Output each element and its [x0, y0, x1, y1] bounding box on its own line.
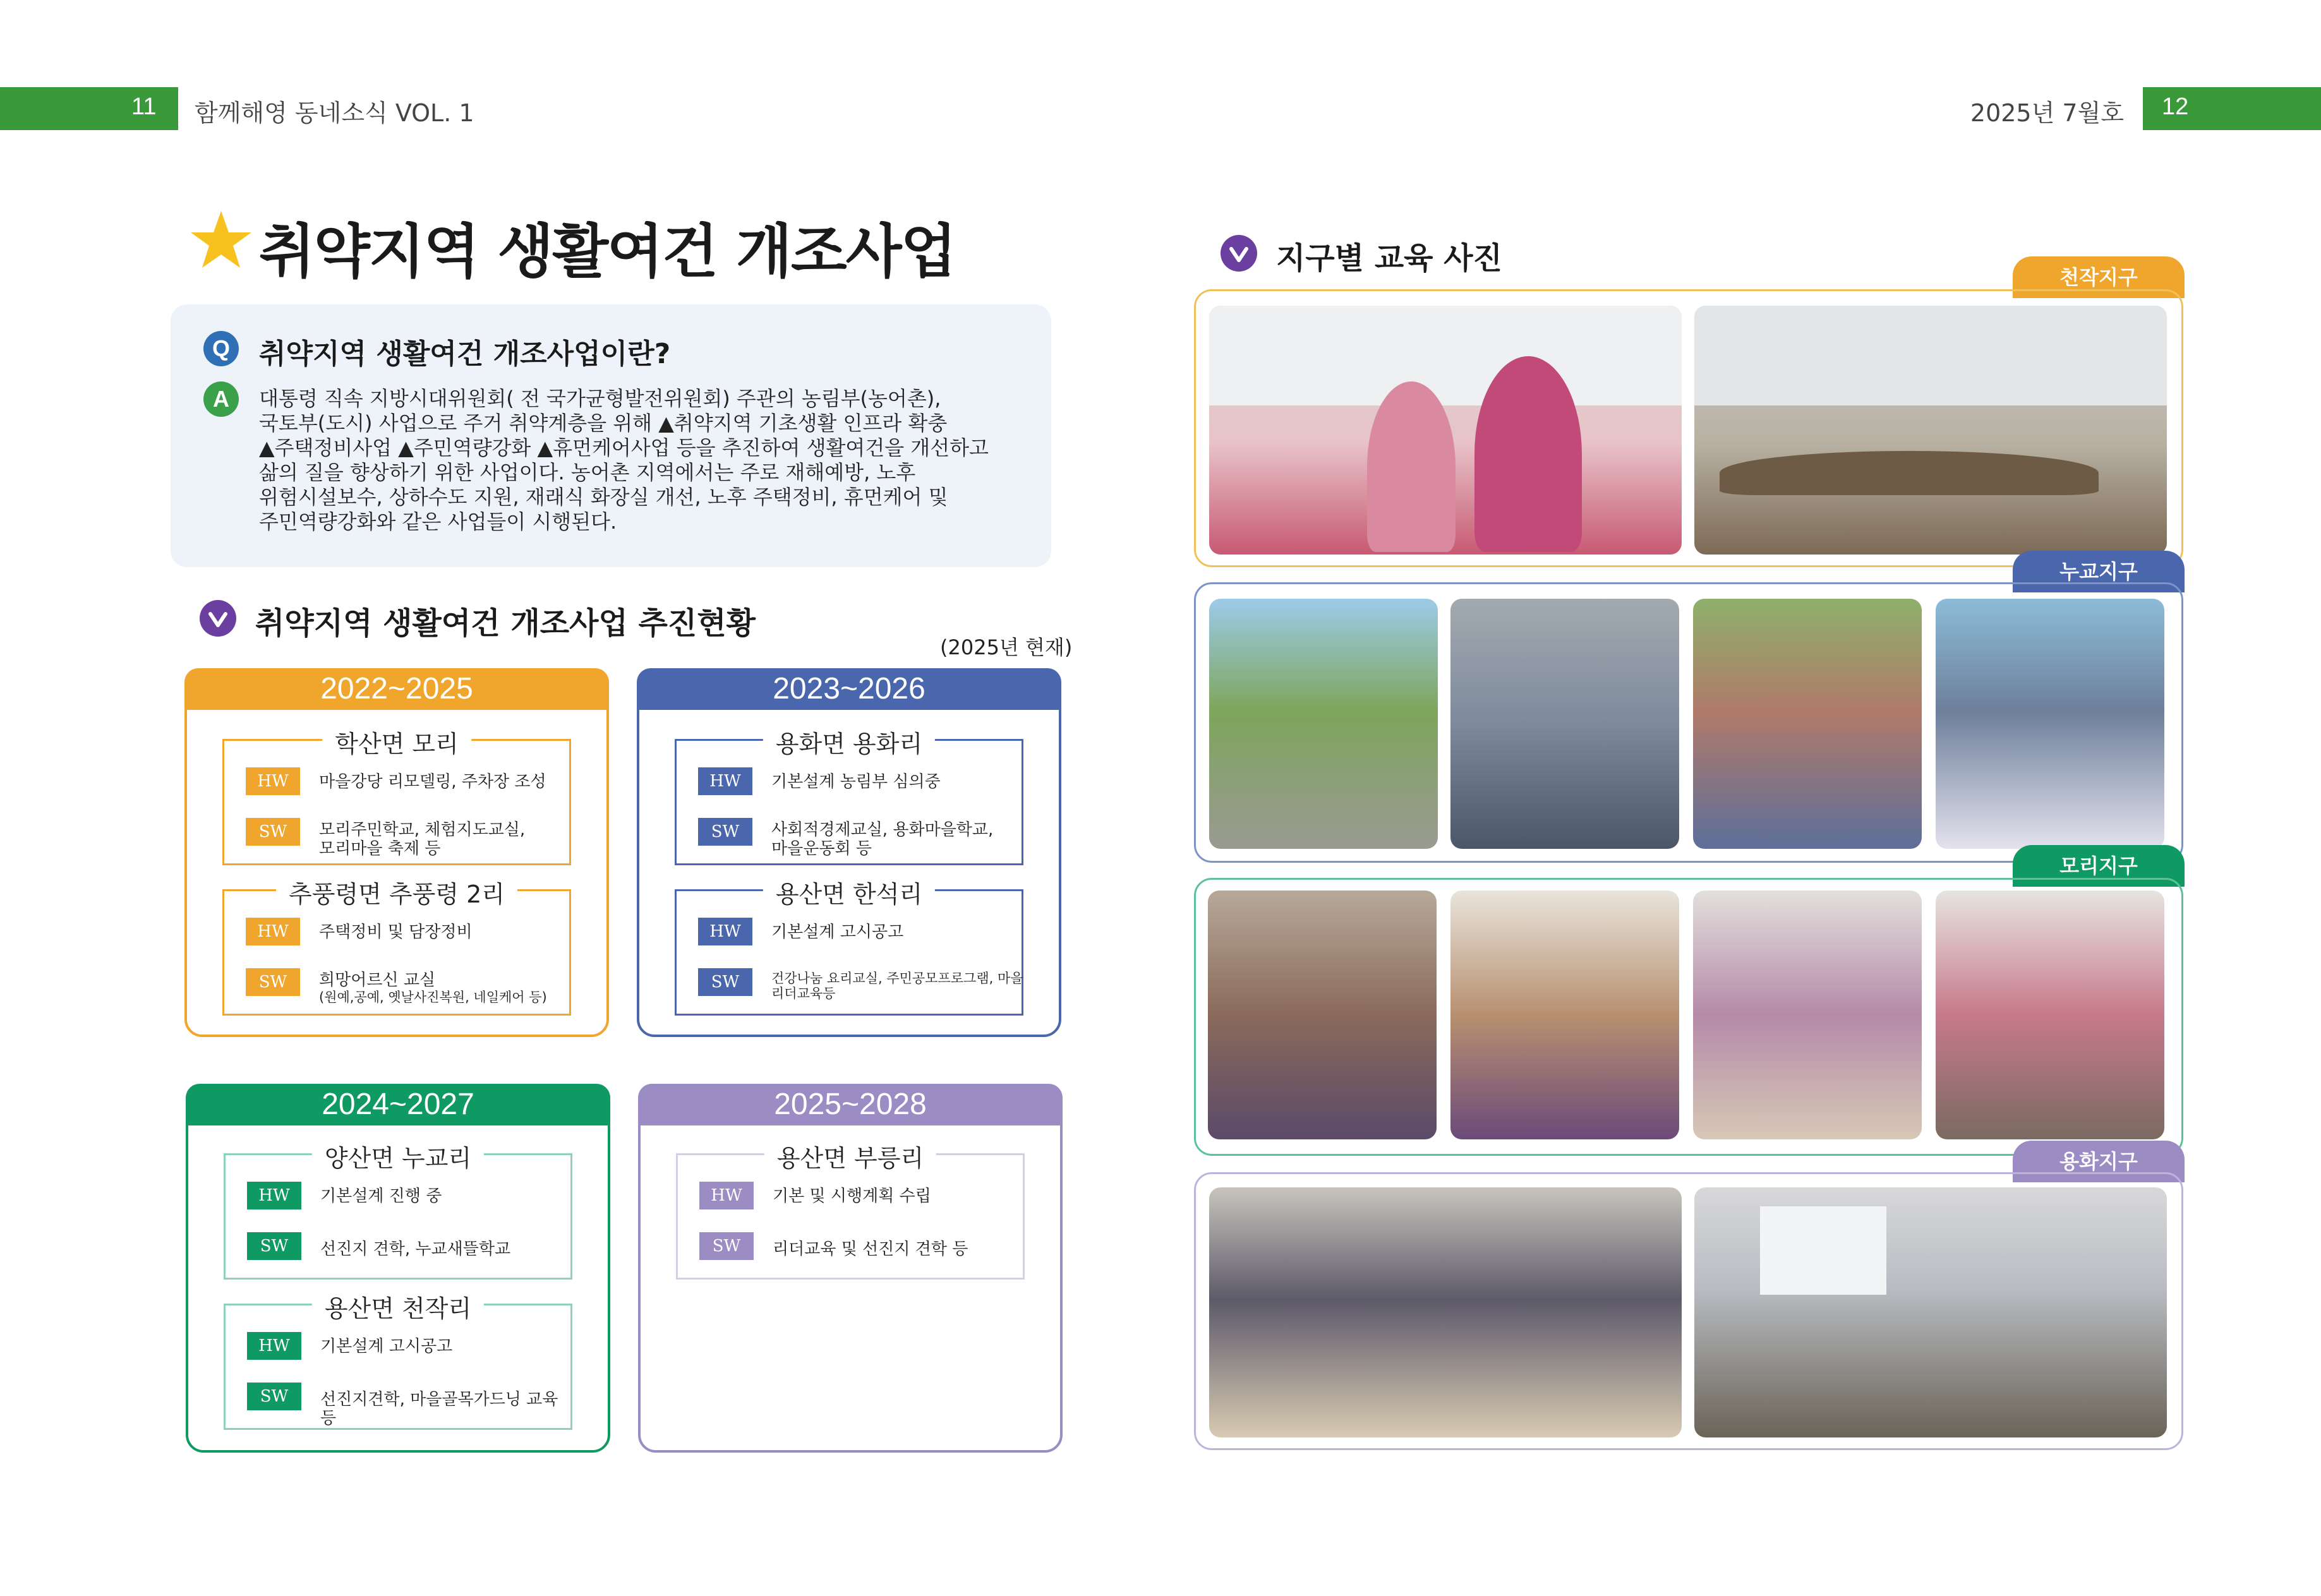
district-name: 용산면 천작리: [312, 1289, 484, 1324]
photo: [1209, 306, 1682, 555]
project-card-2024: [186, 1084, 610, 1453]
sw-item: 선진지 견학, 누교새뜰학교: [320, 1240, 511, 1259]
question-badge: Q: [203, 331, 239, 366]
hw-tag: HW: [246, 918, 300, 945]
district-tag: 용화지구: [2013, 1141, 2185, 1182]
hw-tag: HW: [246, 767, 300, 795]
district-name: 학산면 모리: [322, 724, 471, 759]
sw-item-line: 사회적경제교실, 용화마을학교,: [771, 820, 994, 839]
district-tag: 천작지구: [2013, 256, 2185, 298]
answer-line: 대통령 직속 지방시대위원회( 전 국가균형발전위원회) 주관의 농림부(농어촌),: [259, 387, 941, 411]
sw-tag: SW: [247, 1232, 301, 1260]
sw-item: 리더교육 및 선진지 견학 등: [773, 1240, 968, 1259]
sw-item: [319, 971, 565, 1005]
card-period: 2024~2027: [186, 1084, 610, 1125]
hw-tag: HW: [247, 1332, 301, 1360]
photo: [1450, 599, 1679, 849]
answer-line: 위험시설보수, 상하수도 지원, 재래식 화장실 개선, 노후 주택정비, 휴먼케어 및: [259, 485, 948, 509]
page-number-right: 12: [2162, 93, 2189, 120]
district-name: 양산면 누교리: [312, 1139, 484, 1173]
sw-item-line: 마을운동회 등: [771, 839, 872, 858]
hw-item: 주택정비 및 담장정비: [319, 923, 473, 942]
sw-item-line: 모리주민학교, 체험지도교실,: [319, 820, 526, 839]
newsletter-title: 함께해영 동네소식 VOL. 1: [195, 99, 474, 127]
project-card-2023: [637, 668, 1061, 1037]
question-text: 취약지역 생활여건 개조사업이란?: [259, 338, 671, 370]
page-title: 취약지역 생활여건 개조사업: [259, 218, 956, 285]
district-name: 추풍령면 추풍령 2리: [276, 875, 517, 909]
photo: [1208, 891, 1437, 1139]
project-card-2022: [184, 668, 609, 1037]
hw-item: 기본설계 농림부 심의중: [771, 772, 941, 791]
photo-section-title: 지구별 교육 사진: [1276, 241, 1502, 276]
answer-line: 삶의 질을 향상하기 위한 사업이다. 농어촌 지역에서는 주로 재해예방, 노후: [259, 460, 916, 484]
photo: [1209, 1187, 1682, 1437]
hw-tag: HW: [698, 767, 752, 795]
hw-item: 기본설계 고시공고: [320, 1337, 453, 1356]
hw-item: 기본설계 고시공고: [771, 923, 904, 942]
status-section-title: 취약지역 생활여건 개조사업 추진현황: [255, 606, 756, 641]
photo: [1936, 599, 2164, 849]
photo: [1209, 599, 1438, 849]
district-group: [675, 730, 1023, 865]
photo: [1694, 1187, 2167, 1437]
sw-tag: SW: [246, 818, 300, 846]
district-tag: 모리지구: [2013, 845, 2185, 887]
check-badge-icon: [1221, 235, 1257, 272]
card-period: 2022~2025: [184, 668, 609, 710]
sw-tag: SW: [247, 1383, 301, 1410]
star-icon: [190, 208, 253, 272]
hw-tag: HW: [698, 918, 752, 945]
page-number-left: 11: [131, 93, 157, 120]
photo: [1936, 891, 2164, 1139]
answer-badge: A: [203, 381, 239, 417]
sw-item: [771, 820, 1018, 858]
check-badge-icon: [200, 600, 236, 637]
status-note: (2025년 현재): [940, 635, 1073, 659]
sw-item-line: 모리마을 축제 등: [319, 839, 441, 858]
sw-item-detail: 건강나눔 요리교실, 주민공모프로그램, 마을리더교육등: [771, 971, 1023, 1001]
district-name: 용산면 부릉리: [764, 1139, 936, 1173]
photo: [1694, 306, 2167, 555]
sw-tag: SW: [698, 968, 752, 996]
hw-item: 기본설계 진행 중: [320, 1187, 442, 1206]
answer-line: ▲주택정비사업 ▲주민역량강화 ▲휴먼케어사업 등을 추진하여 생활여건을 개선하고: [259, 436, 989, 460]
sw-item-line: 희망어르신 교실: [319, 971, 436, 990]
district-group: [675, 880, 1023, 1016]
hw-tag: HW: [247, 1182, 301, 1209]
district-name: 용산면 한석리: [763, 875, 935, 909]
issue-date: 2025년 7월호: [1970, 99, 2124, 127]
district-group: [222, 880, 571, 1016]
photo: [1693, 599, 1922, 849]
district-group: [222, 730, 571, 865]
answer-line: 주민역량강화와 같은 사업들이 시행된다.: [259, 510, 617, 534]
district-name: 용화면 용화리: [763, 724, 935, 759]
district-tag: 누교지구: [2013, 551, 2185, 592]
sw-tag: SW: [698, 818, 752, 846]
sw-item-detail: (원예,공예, 옛날사진복원, 네일케어 등): [319, 990, 547, 1005]
district-group: [676, 1144, 1025, 1280]
sw-tag: SW: [699, 1232, 754, 1260]
answer-text: [259, 387, 1030, 534]
district-group: [224, 1144, 572, 1280]
hw-tag: HW: [699, 1182, 754, 1209]
photo: [1450, 891, 1679, 1139]
sw-tag: SW: [246, 968, 300, 996]
photo: [1693, 891, 1922, 1139]
sw-item: 선진지견학, 마을골목가드닝 교육 등: [320, 1390, 558, 1428]
sw-item: [771, 971, 1024, 1001]
hw-item: 기본 및 시행계획 수립: [773, 1187, 931, 1206]
hw-item: 마을강당 리모델링, 주차장 조성: [319, 772, 546, 791]
answer-line: 국토부(도시) 사업으로 주거 취약계층을 위해 ▲취약지역 기초생활 인프라 확충: [259, 411, 948, 435]
project-card-2025: [638, 1084, 1063, 1453]
district-group: [224, 1295, 572, 1430]
card-period: 2023~2026: [637, 668, 1061, 710]
sw-item: [319, 820, 565, 858]
card-period: 2025~2028: [638, 1084, 1063, 1125]
